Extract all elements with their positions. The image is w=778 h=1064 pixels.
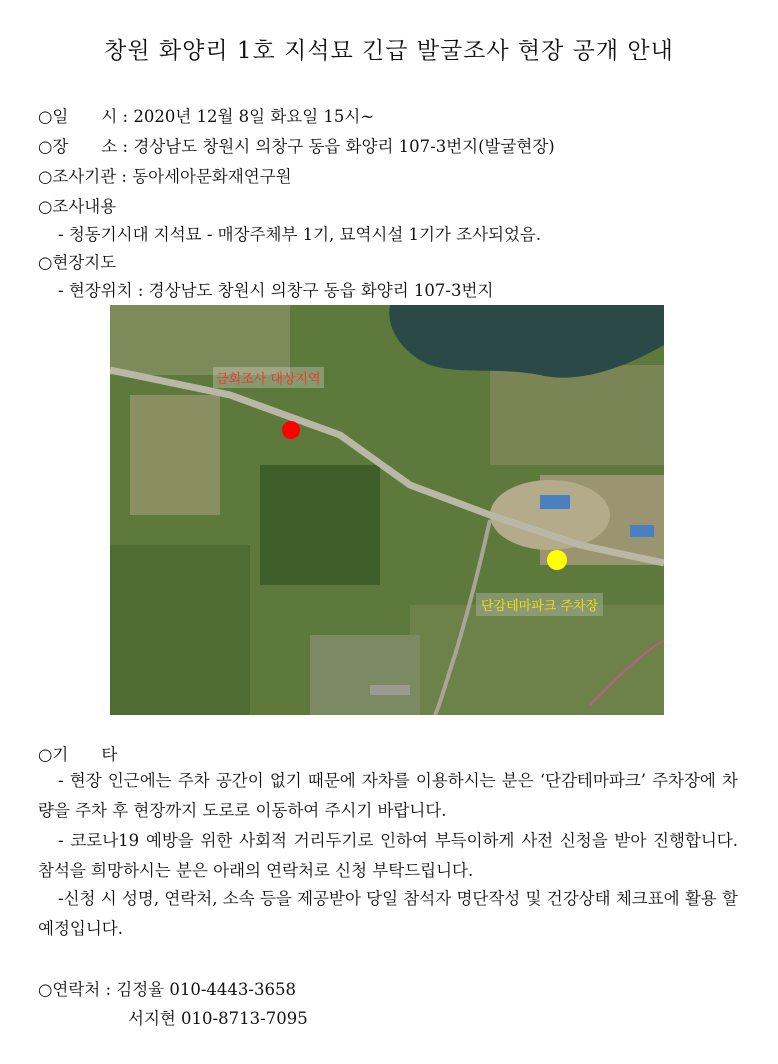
contact-line-2: 서지현 010-8713-7095 (128, 1009, 308, 1028)
satellite-map-image (110, 305, 664, 715)
etc-paragraph-2: - 코로나19 예방을 위한 사회적 거리두기로 인하여 부득이하게 사전 신청을 받아 진행합니다. 참석을 희망하시는 분은 아래의 연락처로 신청 부탁드립니다. (38, 831, 738, 880)
etc-paragraph-1: - 현장 인근에는 주차 공간이 없기 때문에 자차를 이용하시는 분은 ‘단감테마파크’ 주차장에 차량을 주차 후 현장까지 도로로 이동하여 주시기 바랍니다. (38, 771, 738, 820)
info-map-heading: ○현장지도 (38, 253, 117, 272)
info-content-heading: ○조사내용 (38, 197, 117, 216)
page-title: 창원 화양리 1호 지석묘 긴급 발굴조사 현장 공개 안내 (104, 38, 674, 64)
info-date: ○일 시 : 2020년 12월 8일 화요일 15시~ (38, 107, 375, 126)
target-site-marker (282, 421, 300, 439)
target-site-label: 금회조사 대상지역 (213, 367, 324, 388)
contact-line-1: ○연락처 : 김정율 010-4443-3658 (38, 980, 296, 999)
info-content-item: - 청동기시대 지석묘 - 매장주체부 1기, 묘역시설 1기가 조사되었음. (58, 225, 542, 244)
parking-label: 단감테마파크 주차장 (476, 593, 603, 616)
info-map-item: - 현장위치 : 경상남도 창원시 의창구 동읍 화양리 107-3번지 (58, 281, 494, 300)
site-map (110, 305, 664, 715)
etc-heading: ○기 타 (38, 745, 118, 764)
info-place: ○장 소 : 경상남도 창원시 의창구 동읍 화양리 107-3번지(발굴현장) (38, 137, 555, 156)
parking-marker (547, 550, 567, 570)
etc-paragraph-3: -신청 시 성명, 연락처, 소속 등을 제공받아 당일 참석자 명단작성 및 건강상태 체크표에 활용 할 예정입니다. (38, 889, 738, 938)
info-agency: ○조사기관 : 동아세아문화재연구원 (38, 167, 292, 186)
